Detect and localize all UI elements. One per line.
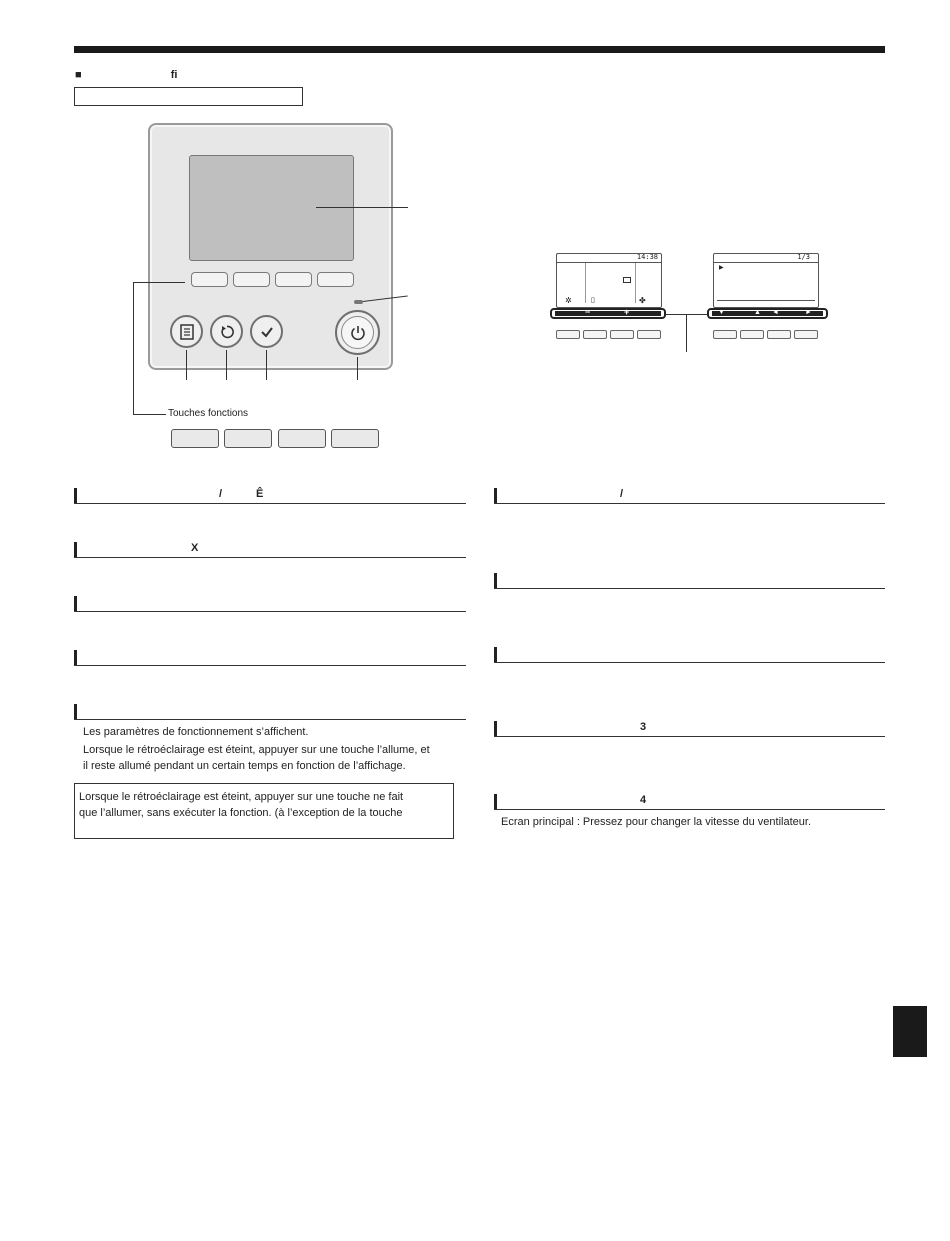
operation-lamp — [354, 300, 363, 304]
section-right-1-title-a: / — [620, 488, 624, 500]
leader-return — [226, 350, 227, 380]
paragraph-right-5: Ecran principal : Pressez pour changer la vitesse du ventilateur. — [501, 816, 811, 828]
bar-plus: + — [624, 307, 630, 317]
mini-key-4 — [637, 330, 661, 339]
boxed-label — [74, 87, 303, 106]
bar-connector-drop — [686, 314, 687, 352]
function-key-f2[interactable] — [224, 429, 272, 448]
mini-key-7 — [767, 330, 791, 339]
section-left-1 — [74, 488, 466, 504]
mini-key-6 — [740, 330, 764, 339]
bar-minus: − — [585, 307, 591, 317]
mini-key-8 — [794, 330, 818, 339]
leader-menu — [186, 350, 187, 380]
select-button[interactable] — [250, 315, 283, 348]
section-right-4-title-a: 3 — [640, 721, 647, 733]
leader-select — [266, 350, 267, 380]
screen1-function-bar — [550, 308, 666, 319]
mini-key-2 — [583, 330, 607, 339]
section-left-3 — [74, 596, 466, 612]
heading-glyph: fi — [170, 69, 178, 81]
function-button-2[interactable] — [233, 272, 270, 287]
paragraph-left-3: il reste allumé pendant un certain temps en fonction de l’affichage. — [83, 760, 406, 772]
note-box — [74, 783, 454, 839]
paragraph-left-1: Les paramètres de fonctionnement s’affichent. — [83, 726, 309, 738]
lcd-leader-line — [316, 207, 408, 208]
top-rule — [74, 46, 885, 53]
leader-power — [357, 357, 358, 380]
section-right-2 — [494, 573, 885, 589]
function-button-4[interactable] — [317, 272, 354, 287]
screen-clock: 14:38 — [636, 253, 658, 261]
function-key-f4[interactable] — [331, 429, 379, 448]
section-left-4 — [74, 650, 466, 666]
section-right-1 — [494, 488, 885, 504]
menu-button[interactable] — [170, 315, 203, 348]
function-button-3[interactable] — [275, 272, 312, 287]
cursor-icon: ▶ — [719, 265, 724, 271]
mini-key-5 — [713, 330, 737, 339]
function-key-f3[interactable] — [278, 429, 326, 448]
return-icon — [219, 324, 235, 340]
return-button[interactable] — [210, 315, 243, 348]
function-key-f1[interactable] — [171, 429, 219, 448]
check-icon — [259, 324, 275, 340]
fkey-leader-v — [133, 282, 134, 414]
mini-key-3 — [610, 330, 634, 339]
section-left-2-title-a: X — [191, 542, 199, 554]
function-button-1[interactable] — [191, 272, 228, 287]
fkey-leader-h2 — [133, 414, 166, 415]
menu-icon — [179, 324, 195, 340]
fkey-leader-h1 — [133, 282, 185, 283]
lcd-display — [189, 155, 354, 261]
section-right-3 — [494, 647, 885, 663]
screen-page: 1/3 — [797, 253, 810, 261]
mini-key-1 — [556, 330, 580, 339]
bar-down: ▼ — [718, 309, 725, 316]
power-button[interactable] — [335, 310, 380, 355]
section-left-5 — [74, 704, 466, 720]
section-left-1-title-a: / — [219, 488, 223, 500]
section-left-2 — [74, 542, 466, 558]
fan-icon: ✤ — [639, 296, 646, 305]
screen2-function-bar — [707, 308, 828, 319]
function-keys-label: Touches fonctions — [168, 408, 249, 419]
section-right-5-title-a: 4 — [640, 794, 647, 806]
section-right-5 — [494, 794, 885, 810]
paragraph-left-2: Lorsque le rétroéclairage est éteint, appuyer sur une touche l’allume, et — [83, 744, 430, 756]
bullet-mark: ■ — [75, 69, 82, 81]
main-screen-illustration — [556, 253, 662, 308]
note-line-1: Lorsque le rétroéclairage est éteint, appuyer sur une touche ne fait — [79, 791, 404, 803]
bar-up: ▲ — [754, 309, 761, 316]
power-icon — [349, 324, 367, 342]
bar-right: ► — [805, 309, 812, 316]
menu-screen-illustration — [713, 253, 819, 308]
section-right-4 — [494, 721, 885, 737]
mode-icon — [623, 277, 631, 283]
section-left-1-title-b: Ê — [256, 488, 264, 500]
page-side-tab — [893, 1006, 927, 1057]
section-heading — [75, 69, 177, 81]
note-line-2: que l’allumer, sans exécuter la fonction. (à l’exception de la touche — [79, 807, 403, 819]
cool-icon: ✲ — [565, 296, 572, 305]
bar-left: ◄ — [772, 309, 779, 316]
temp-icon: ▯ — [591, 297, 595, 304]
